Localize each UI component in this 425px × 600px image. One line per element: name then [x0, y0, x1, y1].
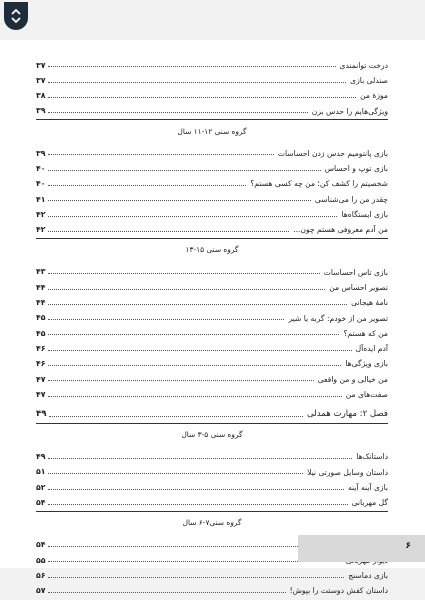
age-group-heading: گروه سنی ۱۵-۱۳ — [36, 238, 388, 261]
toc-entry — [36, 173, 388, 188]
dot-leader — [49, 415, 303, 417]
collapse-button[interactable] — [4, 2, 28, 30]
toc-entry — [36, 461, 388, 476]
dot-leader — [48, 230, 290, 232]
entry-title: بازی دماسنج — [348, 571, 388, 581]
toc-entry — [36, 368, 388, 383]
dot-leader — [48, 65, 336, 67]
entry-title: صفت‌های من — [345, 390, 388, 400]
entry-page-number: ۴۲ — [36, 225, 46, 235]
dot-leader — [48, 111, 308, 113]
entry-page-number: ۵۷ — [36, 586, 46, 596]
toc-entry — [36, 85, 388, 100]
entry-title: گل مهربانی — [351, 498, 388, 508]
dot-leader — [48, 199, 311, 201]
dot-leader — [48, 96, 357, 98]
entry-page-number: ۴۵ — [36, 328, 46, 338]
toc-entry — [36, 100, 388, 115]
entry-page-number: ۳۷ — [36, 60, 46, 70]
toc-entry — [36, 353, 388, 368]
document-sheet — [0, 40, 425, 596]
dot-leader — [48, 364, 342, 366]
entry-title: بازی تاس احساسات — [323, 267, 388, 277]
toc-entry — [36, 54, 388, 69]
entry-title: داستان وسایل صورتی نیلا — [307, 467, 388, 477]
dot-leader — [48, 272, 320, 274]
entry-title: بازی توپ و احساس — [324, 164, 388, 174]
entry-title: نامهٔ هیجانی — [351, 298, 388, 308]
toc-entry — [36, 307, 388, 322]
dot-leader — [48, 576, 345, 578]
toc-entry — [36, 276, 388, 291]
entry-title: داستان کفش دوستت را بپوش! — [289, 586, 388, 596]
toc-entry — [36, 476, 388, 491]
entry-title: چقدر من را می‌شناسی — [314, 194, 388, 204]
toc-entry — [36, 203, 388, 218]
entry-title: آدم ایده‌آل — [355, 344, 388, 354]
dot-leader — [48, 81, 347, 83]
toc-entry — [36, 142, 388, 157]
entry-page-number: ۴۰ — [36, 179, 46, 189]
toc-entry — [36, 188, 388, 203]
toc-entry — [36, 383, 388, 398]
dot-leader — [48, 288, 326, 290]
entry-page-number: ۵۵ — [36, 555, 46, 565]
entry-page-number: ۴۰ — [36, 163, 46, 173]
age-group-heading: گروه سنی ۵-۳ سال — [36, 423, 388, 446]
toc-entry — [36, 261, 388, 276]
entry-page-number: ۳۹ — [36, 106, 46, 116]
entry-page-number: ۳۸ — [36, 91, 46, 101]
entry-page-number: ۵۴ — [36, 540, 46, 550]
entry-title: من آدم معروفی هستم چون... — [293, 225, 388, 235]
dot-leader — [48, 349, 352, 351]
toc-entry — [36, 292, 388, 307]
entry-page-number: ۴۹ — [36, 452, 46, 462]
entry-title: تصویر من از خودم: گربه یا شیر — [288, 313, 388, 323]
page-number: ۶ — [405, 541, 411, 551]
entry-page-number: ۴۷ — [36, 389, 46, 399]
entry-page-number: ۴۷ — [36, 374, 46, 384]
entry-page-number: ۴۲ — [36, 209, 46, 219]
page-footer — [298, 535, 425, 562]
chapter-entry — [36, 399, 388, 419]
entry-page-number: ۵۶ — [36, 570, 46, 580]
entry-page-number: ۵۱ — [36, 467, 46, 477]
toc-entry — [36, 157, 388, 172]
entry-page-number: ۵۲ — [36, 482, 46, 492]
entry-title: بازی آینه آینه — [347, 482, 388, 492]
entry-title: بازی ایستگاه‌ها — [341, 210, 388, 220]
dot-leader — [48, 488, 344, 490]
age-group-heading: گروه سنی ۱۲-۱۱ سال — [36, 119, 388, 142]
toc-entry — [36, 492, 388, 507]
dot-leader — [48, 333, 340, 335]
entry-page-number: ۴۶ — [36, 359, 46, 369]
entry-title: شخصیتم را کشف کن؛ من چه کسی هستم؟ — [250, 179, 388, 189]
entry-page-number: ۴۶ — [36, 343, 46, 353]
entry-title: ویژگی‌هایم را حدس بزن — [311, 106, 388, 116]
toc-entry — [36, 580, 388, 595]
entry-page-number: ۴۵ — [36, 313, 46, 323]
entry-page-number: ۴۴ — [36, 298, 46, 308]
entry-title: من که هستم؟ — [343, 328, 388, 338]
toc-entry — [36, 446, 388, 461]
entry-title: بازی پانتومیم حدس زدن احساسات — [277, 148, 388, 158]
entry-title: داستانک‌ها — [356, 452, 388, 462]
entry-title: فصل ۲: مهارت همدلی — [306, 409, 388, 420]
age-group-heading: گروه سنی۷-۶ سال — [36, 511, 388, 534]
dot-leader — [48, 303, 348, 305]
toc-entry — [36, 219, 388, 234]
toc-entry — [36, 322, 388, 337]
entry-title: درخت توانمندی — [339, 60, 388, 70]
toc-entry — [36, 69, 388, 84]
entry-page-number: ۳۹ — [36, 148, 46, 158]
dot-leader — [48, 503, 348, 505]
entry-page-number: ۴۴ — [36, 282, 46, 292]
dot-leader — [48, 472, 304, 474]
entry-page-number: ۴۹ — [36, 409, 47, 420]
dot-leader — [48, 318, 285, 320]
table-of-contents — [36, 54, 388, 595]
entry-title: صندلی بازی — [350, 76, 388, 85]
entry-title: تصویر احساس من — [329, 282, 388, 292]
entry-page-number: ۴۱ — [36, 194, 46, 204]
dot-leader — [48, 591, 286, 593]
dot-leader — [48, 379, 314, 381]
dot-leader — [48, 169, 321, 171]
entry-title: من خیالی و من واقعی — [317, 374, 388, 384]
toc-entry — [36, 564, 388, 579]
dot-leader — [48, 215, 338, 217]
dot-leader — [48, 184, 247, 186]
entry-title: موزهٔ من — [360, 91, 388, 101]
entry-title: بازی ویژگی‌ها — [345, 359, 388, 369]
entry-page-number: ۴۳ — [36, 267, 46, 277]
dot-leader — [48, 153, 274, 155]
dot-leader — [48, 395, 342, 397]
dot-leader — [48, 457, 353, 459]
entry-page-number: ۳۷ — [36, 75, 46, 85]
toc-entry — [36, 337, 388, 352]
chevron-up-down-icon — [10, 8, 22, 24]
entry-page-number: ۵۴ — [36, 498, 46, 508]
